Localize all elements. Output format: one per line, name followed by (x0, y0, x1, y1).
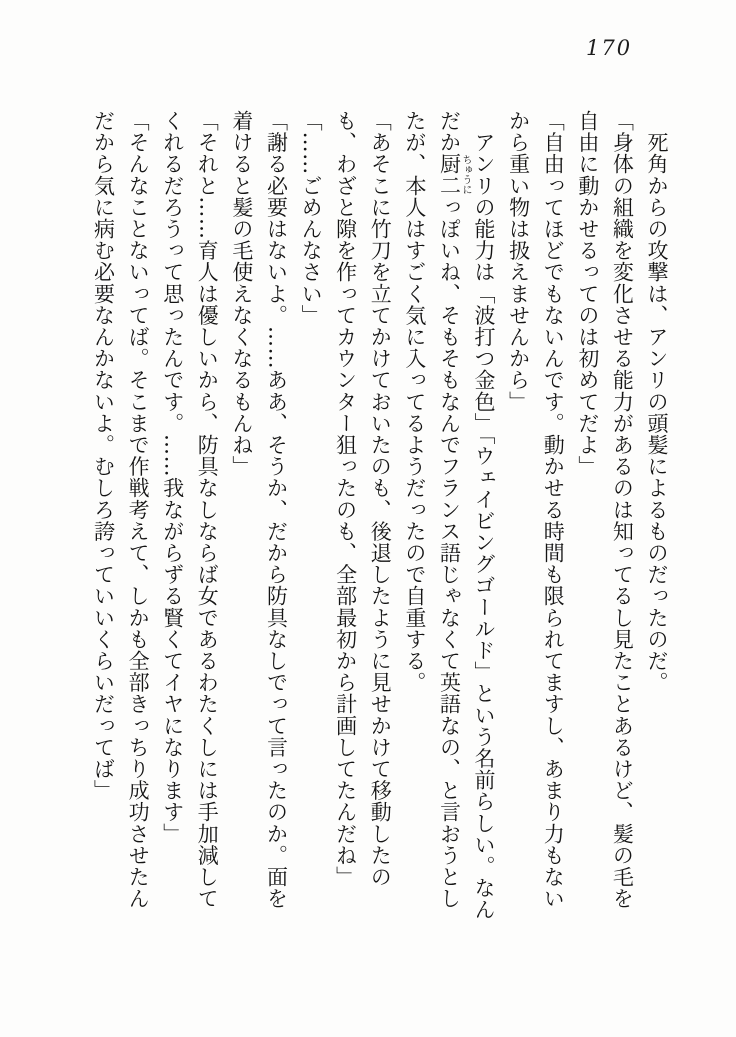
text-block (86, 110, 674, 930)
paragraph-dialogue-6: 「それと……育人は優しいから、防具なしならば女であるわたくしには手加減してくれるだろうって思ったんです。……我ながらずる賢くてイヤになります」 (160, 110, 220, 910)
paragraph-dialogue-5: 「謝る必要はないよ。……ああ、そうか、だから防具なしでって言ったのか。面を着けると髪の毛使えなくなるもんね」 (229, 110, 289, 910)
ruby-chuuni (437, 153, 471, 197)
paragraph-dialogue-4: 「……ごめんなさい」 (299, 110, 324, 326)
paragraph-dialogue-3: 「あそこに竹刀を立てかけておいたのも、後退したように見せかけて移動したのも、わざと隙を作ってカウンター狙ったのも、全部最初から計画してたんだね」 (333, 110, 393, 888)
narration-2-text-before-ruby: アンリの能力は「波打つ金色」「ウェイビングゴールド」という名前らしい。なんだか (437, 110, 497, 921)
paragraph-narration-2 (397, 110, 501, 930)
narration-2-text-after-ruby: っぽいね、そもそもなんでフランス語じゃなくて英語なの、と言おうとしたが、本人はすごく気に入ってるようだったので自重する。 (402, 110, 462, 910)
paragraph-dialogue-1: 「身体の組織を変化させる能力があるのは知ってるし見たことあるけど、髪の毛を自由に動かせるってのは初めてだよ」 (575, 110, 635, 910)
paragraph-dialogue-2: 「自由ってほどでもないんです。動かせる時間も限られてますし、あまり力もないから重い物は扱えませんから」 (506, 110, 566, 910)
paragraph-dialogue-7: 「そんなことないってば。そこまで作戦考えて、しかも全部きっちり成功させたんだから気に病む必要なんかないよ。むしろ誇っていいくらいだってば」 (91, 110, 151, 910)
paragraph-narration-1: 死角からの攻撃は、アンリの頭髪によるものだったのだ。 (645, 110, 669, 694)
ruby-furigana-text: ちゅうに (459, 153, 471, 197)
ruby-base-text: 厨二 (437, 153, 462, 197)
page-number: 170 (586, 36, 633, 60)
